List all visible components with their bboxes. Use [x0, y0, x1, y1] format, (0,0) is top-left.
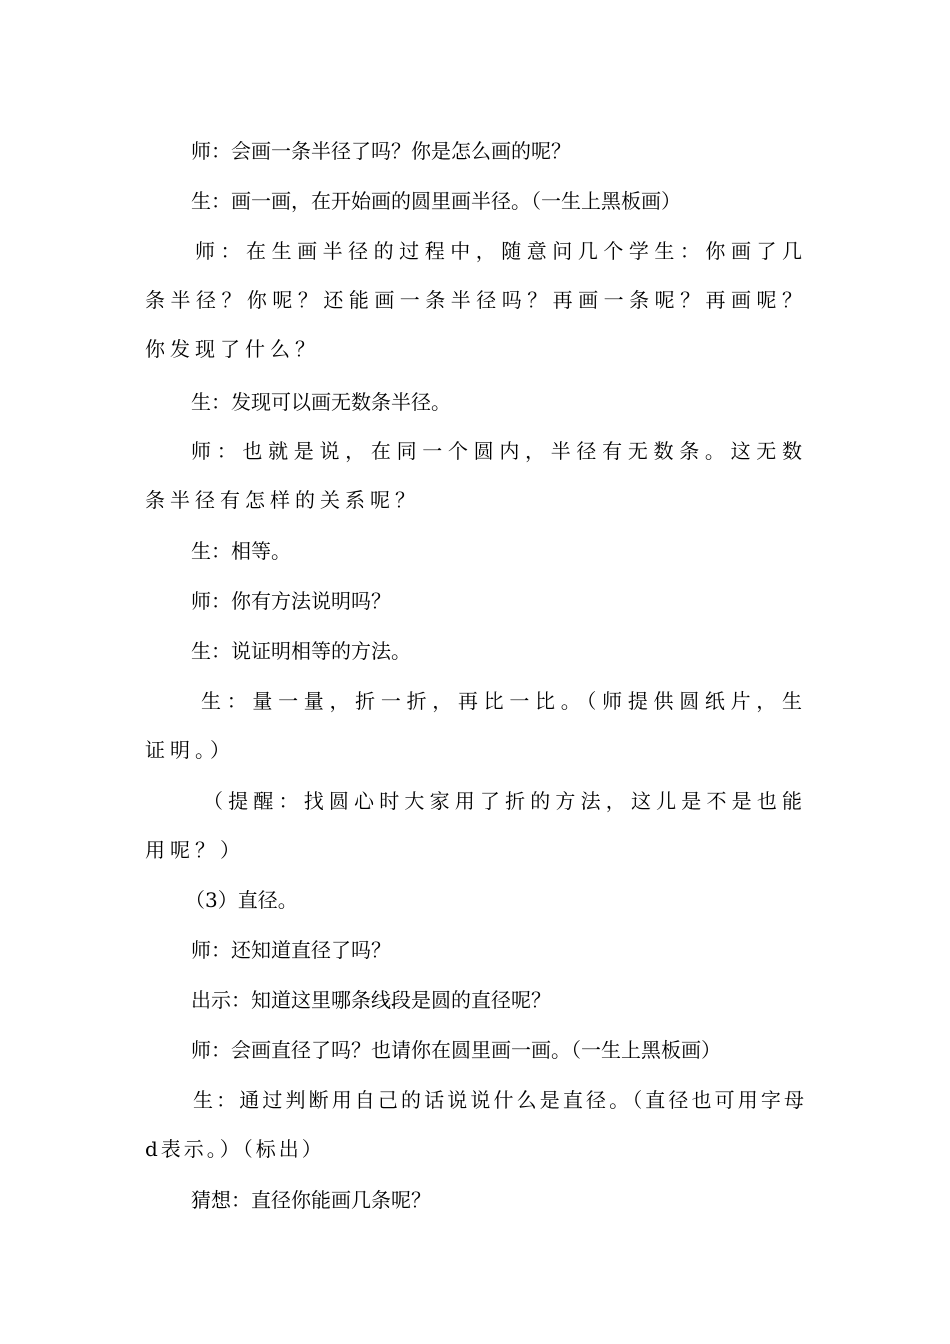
paragraph-5: 师：也就是说，在同一个圆内，半径有无数条。这无数条半径有怎样的关系呢？ [145, 439, 807, 512]
paragraph-16: 猜想：直径你能画几条呢？ [191, 1188, 431, 1212]
paragraph-10: （提醒：找圆心时大家用了折的方法，这儿是不是也能用呢？） [145, 789, 807, 862]
paragraph-7: 师：你有方法说明吗？ [191, 589, 391, 613]
paragraph-4: 生：发现可以画无数条半径。 [191, 390, 451, 414]
paragraph-14: 师：会画直径了吗？也请你在圆里画一画。（一生上黑板画） [191, 1038, 721, 1062]
paragraph-13: 出示：知道这里哪条线段是圆的直径呢？ [191, 988, 551, 1012]
paragraph-15: 生：通过判断用自己的话说说什么是直径。（直径也可用字母d表示。）（标出） [145, 1088, 807, 1161]
paragraph-8: 生：说证明相等的方法。 [191, 639, 411, 663]
section-heading: （3）直径。 [185, 888, 298, 912]
paragraph-12: 师：还知道直径了吗？ [191, 938, 391, 962]
paragraph-2: 生：画一画，在开始画的圆里画半径。（一生上黑板画） [191, 189, 681, 213]
paragraph-9: 生：量一量，折一折，再比一比。（师提供圆纸片，生证明。） [145, 689, 807, 762]
paragraph-1: 师：会画一条半径了吗？你是怎么画的呢？ [191, 139, 571, 163]
paragraph-3: 师：在生画半径的过程中，随意问几个学生：你画了几条半径？你呢？还能画一条半径吗？再画一条呢？再画呢？你发现了什么？ [145, 239, 807, 361]
paragraph-6: 生：相等。 [191, 539, 291, 563]
